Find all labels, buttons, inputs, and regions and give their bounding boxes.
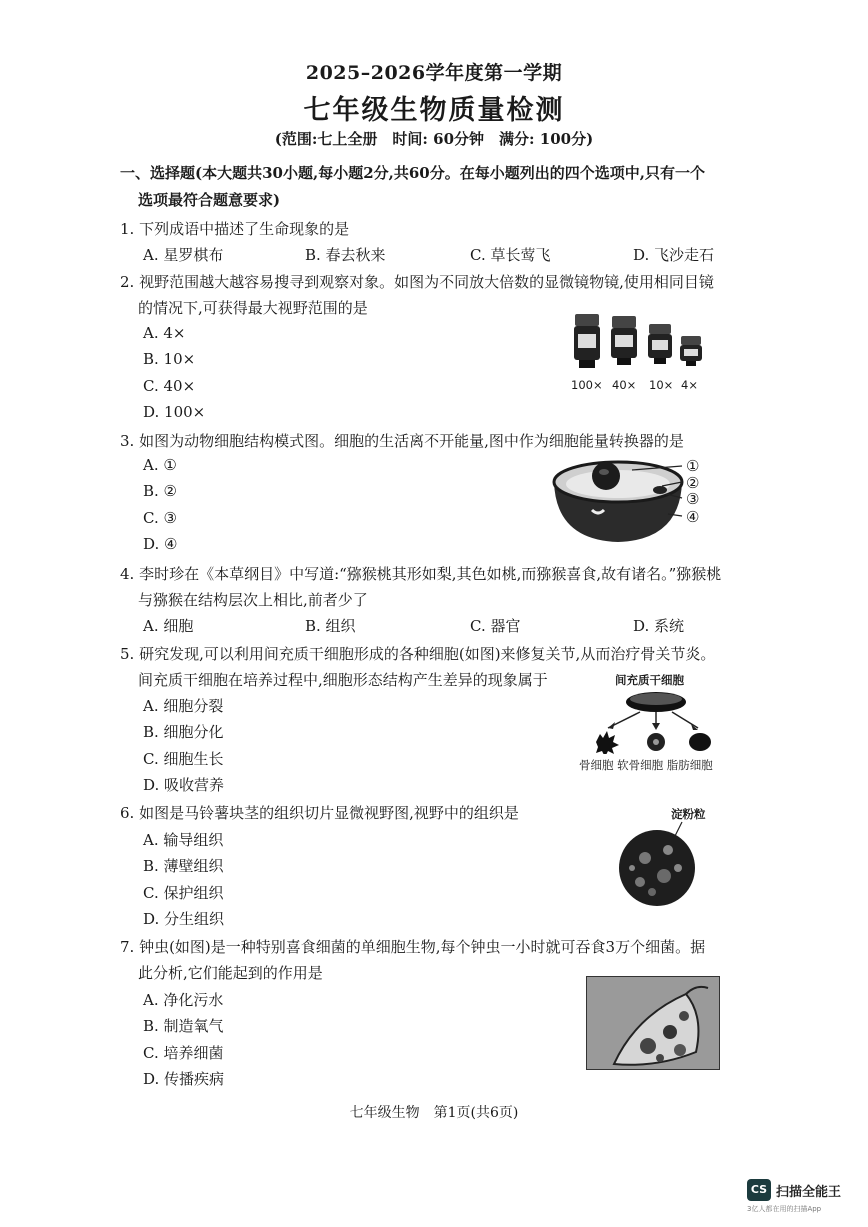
q2-option-b: B. 10×: [143, 350, 196, 368]
q3-option-a: A. ①: [143, 456, 177, 474]
q1-option-d: D. 飞沙走石: [633, 246, 715, 264]
animal-cell-figure: [548, 452, 688, 547]
objective-lens-4x: [680, 336, 702, 366]
q5-option-d: D. 吸收营养: [143, 776, 225, 794]
q5-stem-line1: 5. 研究发现,可以利用间充质干细胞形成的各种细胞(如图)来修复关节,从而治疗骨关节炎。: [120, 645, 716, 663]
q5-option-a: A. 细胞分裂: [143, 697, 224, 715]
page-footer: 七年级生物 第1页(共6页): [349, 1105, 519, 1121]
scanner-watermark: [747, 1177, 857, 1215]
q7-option-a: A. 净化污水: [143, 991, 224, 1009]
objective-lenses-figure: [566, 312, 716, 374]
q7-option-c: C. 培养细菌: [143, 1044, 224, 1062]
lens-label-100x: 100×: [571, 378, 603, 392]
stem-cell-types-label: 骨细胞 软骨细胞 脂肪细胞: [579, 758, 713, 772]
q7-option-d: D. 传播疾病: [143, 1070, 225, 1088]
q1-stem: 1. 下列成语中描述了生命现象的是: [120, 220, 350, 238]
q5-option-b: B. 细胞分化: [143, 723, 224, 741]
q2-stem-line2: 的情况下,可获得最大视野范围的是: [138, 299, 368, 317]
q6-option-a: A. 输导组织: [143, 831, 224, 849]
section-heading-line2: 选项最符合题意要求): [138, 191, 281, 209]
stem-cell-diagram: [588, 688, 718, 754]
q4-option-d: D. 系统: [633, 617, 685, 635]
q7-stem-line2: 此分析,它们能起到的作用是: [138, 964, 323, 982]
q7-stem-line1: 7. 钟虫(如图)是一种特别喜食细菌的单细胞生物,每个钟虫一小时就可吞食3万个细菌。据: [120, 938, 706, 956]
q6-option-d: D. 分生组织: [143, 910, 225, 928]
stem-cell-label: 间充质干细胞: [615, 673, 684, 687]
q5-option-c: C. 细胞生长: [143, 750, 224, 768]
objective-lens-10x: [648, 324, 672, 364]
q3-option-d: D. ④: [143, 535, 178, 553]
q2-option-a: A. 4×: [143, 324, 186, 342]
scanner-app-name: 扫描全能王: [776, 1185, 842, 1200]
scanner-logo-icon: CS: [747, 1179, 771, 1201]
objective-lens-40x: [611, 316, 637, 365]
exam-scope: (范围:七上全册 时间: 60分钟 满分: 100分): [274, 130, 594, 148]
q4-stem-line1: 4. 李时珍在《本草纲目》中写道:“猕猴桃其形如梨,其色如桃,而猕猴喜食,故有诸名。”猕猴桃: [120, 565, 722, 583]
objective-lens-100x: [574, 314, 600, 368]
q3-option-c: C. ③: [143, 509, 177, 527]
potato-tissue-micrograph: [612, 820, 702, 910]
scanner-tagline: 3亿人都在用的扫描App: [747, 1205, 822, 1213]
cell-label-3: ③: [686, 490, 700, 508]
q2-stem-line1: 2. 视野范围越大越容易搜寻到观察对象。如图为不同放大倍数的显微镜物镜,使用相同目镜: [120, 273, 714, 291]
lens-label-40x: 40×: [612, 378, 637, 392]
vorticella-photo: [586, 976, 720, 1070]
q7-option-b: B. 制造氧气: [143, 1017, 224, 1035]
q1-option-c: C. 草长莺飞: [470, 246, 551, 264]
lens-label-4x: 4×: [681, 378, 698, 392]
starch-grain-label: 淀粉粒: [671, 807, 706, 821]
lens-label-10x: 10×: [649, 378, 674, 392]
q1-option-b: B. 春去秋来: [305, 246, 386, 264]
q6-stem: 6. 如图是马铃薯块茎的组织切片显微视野图,视野中的组织是: [120, 804, 519, 822]
exam-year: 2025–2026学年度第一学期: [305, 62, 563, 84]
q6-option-c: C. 保护组织: [143, 884, 224, 902]
q2-option-c: C. 40×: [143, 377, 196, 395]
q4-option-c: C. 器官: [470, 617, 521, 635]
q4-stem-line2: 与猕猴在结构层次上相比,前者少了: [138, 591, 368, 609]
q4-option-a: A. 细胞: [143, 617, 194, 635]
cell-label-4: ④: [686, 508, 700, 526]
q6-option-b: B. 薄壁组织: [143, 857, 224, 875]
q3-stem: 3. 如图为动物细胞结构模式图。细胞的生活离不开能量,图中作为细胞能量转换器的是: [120, 432, 684, 450]
q3-option-b: B. ②: [143, 482, 178, 500]
cell-label-1: ①: [686, 457, 700, 475]
cell-label-2: ②: [686, 474, 700, 492]
q2-option-d: D. 100×: [143, 403, 206, 421]
q1-option-a: A. 星罗棋布: [143, 246, 224, 264]
exam-title: 七年级生物质量检测: [303, 95, 565, 126]
q5-stem-line2: 间充质干细胞在培养过程中,细胞形态结构产生差异的现象属于: [138, 671, 548, 689]
q4-option-b: B. 组织: [305, 617, 356, 635]
section-heading-line1: 一、选择题(本大题共30小题,每小题2分,共60分。在每小题列出的四个选项中,只有一个: [120, 164, 705, 182]
